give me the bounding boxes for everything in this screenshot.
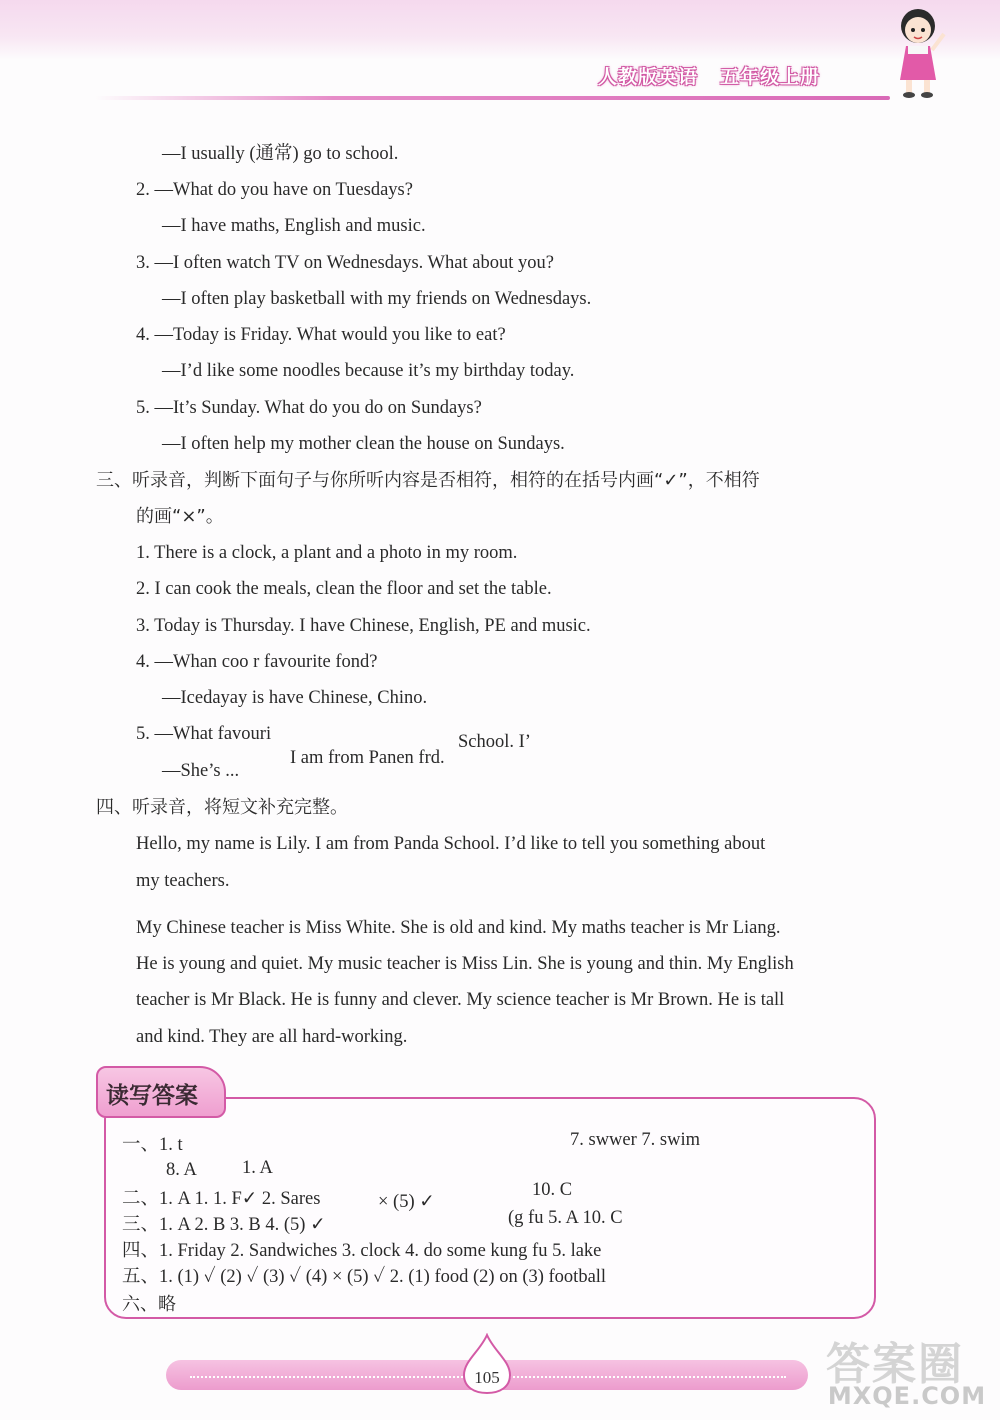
answer-row: 六、略 <box>122 1294 176 1315</box>
passage-line: my teachers. <box>136 871 230 891</box>
answer-tab-label: 读写答案 <box>106 1083 198 1109</box>
answer-row: 三、1. A 2. B 3. B 4. (5) ✓ <box>122 1215 326 1235</box>
dialogue-line: 5. —It’s Sunday. What do you do on Sundays? <box>136 398 482 418</box>
statement-fragment: I am from Panen frd. <box>290 748 445 768</box>
grade-label: 五年级上册 <box>720 66 821 88</box>
passage-line: He is young and quiet. My music teacher is Miss Lin. She is young and thin. My English <box>136 954 794 974</box>
answer-row: (g fu 5. A 10. C <box>508 1208 623 1228</box>
book-header <box>598 62 842 89</box>
header-divider <box>95 96 890 100</box>
answer-row: 10. C <box>532 1180 573 1200</box>
dialogue-line: —I usually (通常) go to school. <box>162 144 399 164</box>
watermark-logo: 答案圈 <box>826 1339 964 1390</box>
answer-row: 四、1. Friday 2. Sandwiches 3. clock 4. do some kung fu 5. lake <box>122 1241 602 1261</box>
dialogue-line: —I’d like some noodles because it’s my birthday today. <box>162 361 575 381</box>
statement-line: 2. I can cook the meals, clean the floor and set the table. <box>136 579 552 599</box>
girl-mascot-icon <box>884 4 954 100</box>
answer-row: 7. swwer 7. swim <box>570 1130 701 1150</box>
passage-line: and kind. They are all hard-working. <box>136 1027 408 1047</box>
passage-line: My Chinese teacher is Miss White. She is old and kind. My maths teacher is Mr Liang. <box>136 918 781 938</box>
section-3-title-cont: 的画“×”。 <box>136 506 224 527</box>
passage-line: teacher is Mr Black. He is funny and clever. My science teacher is Mr Brown. He is tall <box>136 990 785 1010</box>
watermark-url: MXQE.COM <box>827 1382 987 1410</box>
dialogue-line: 2. —What do you have on Tuesdays? <box>136 180 413 200</box>
dialogue-line: —I often play basketball with my friends on Wednesdays. <box>162 289 592 309</box>
passage-line: Hello, my name is Lily. I am from Panda School. I’d like to tell you something about <box>136 834 766 854</box>
statement-line: 4. —Whan coo r favourite fond? <box>136 652 378 672</box>
answer-row: 1. A <box>242 1158 273 1178</box>
dialogue-line: —I often help my mother clean the house on Sundays. <box>162 434 565 454</box>
statement-line: —Icedayay is have Chinese, Chino. <box>162 688 428 708</box>
statement-line: 1. There is a clock, a plant and a photo in my room. <box>136 543 518 563</box>
section-4-title: 四、听录音，将短文补充完整。 <box>96 797 348 818</box>
answer-row: × (5) ✓ <box>378 1192 435 1212</box>
book-title: 人教版英语 <box>598 66 699 88</box>
header-band <box>0 0 1000 60</box>
dialogue-line: —I have maths, English and music. <box>162 216 426 236</box>
answer-row: 五、1. (1) ✓ (2) ✓ (3) ✓ (4) × (5) ✓ 2. (1) food (2) on (3) football <box>122 1267 607 1287</box>
section-3-title: 三、听录音，判断下面句子与你所听内容是否相符，相符的在括号内画“✓”，不相符 <box>96 470 760 491</box>
answer-row: 二、1. A 1. 1. F✓ 2. Sares <box>122 1189 321 1209</box>
statement-line: 3. Today is Thursday. I have Chinese, English, PE and music. <box>136 616 591 636</box>
dialogue-line: 4. —Today is Friday. What would you like to eat? <box>136 325 506 345</box>
answer-row: 8. A <box>166 1160 197 1180</box>
dialogue-line: 3. —I often watch TV on Wednesdays. What about you? <box>136 253 554 273</box>
statement-line: 5. —What favouri <box>136 724 272 744</box>
statement-fragment: School. I’ <box>458 732 531 752</box>
page-number: 105 <box>474 1368 500 1387</box>
answer-row: 一、1. t <box>122 1135 183 1155</box>
statement-line: —She’s ... <box>162 761 240 781</box>
